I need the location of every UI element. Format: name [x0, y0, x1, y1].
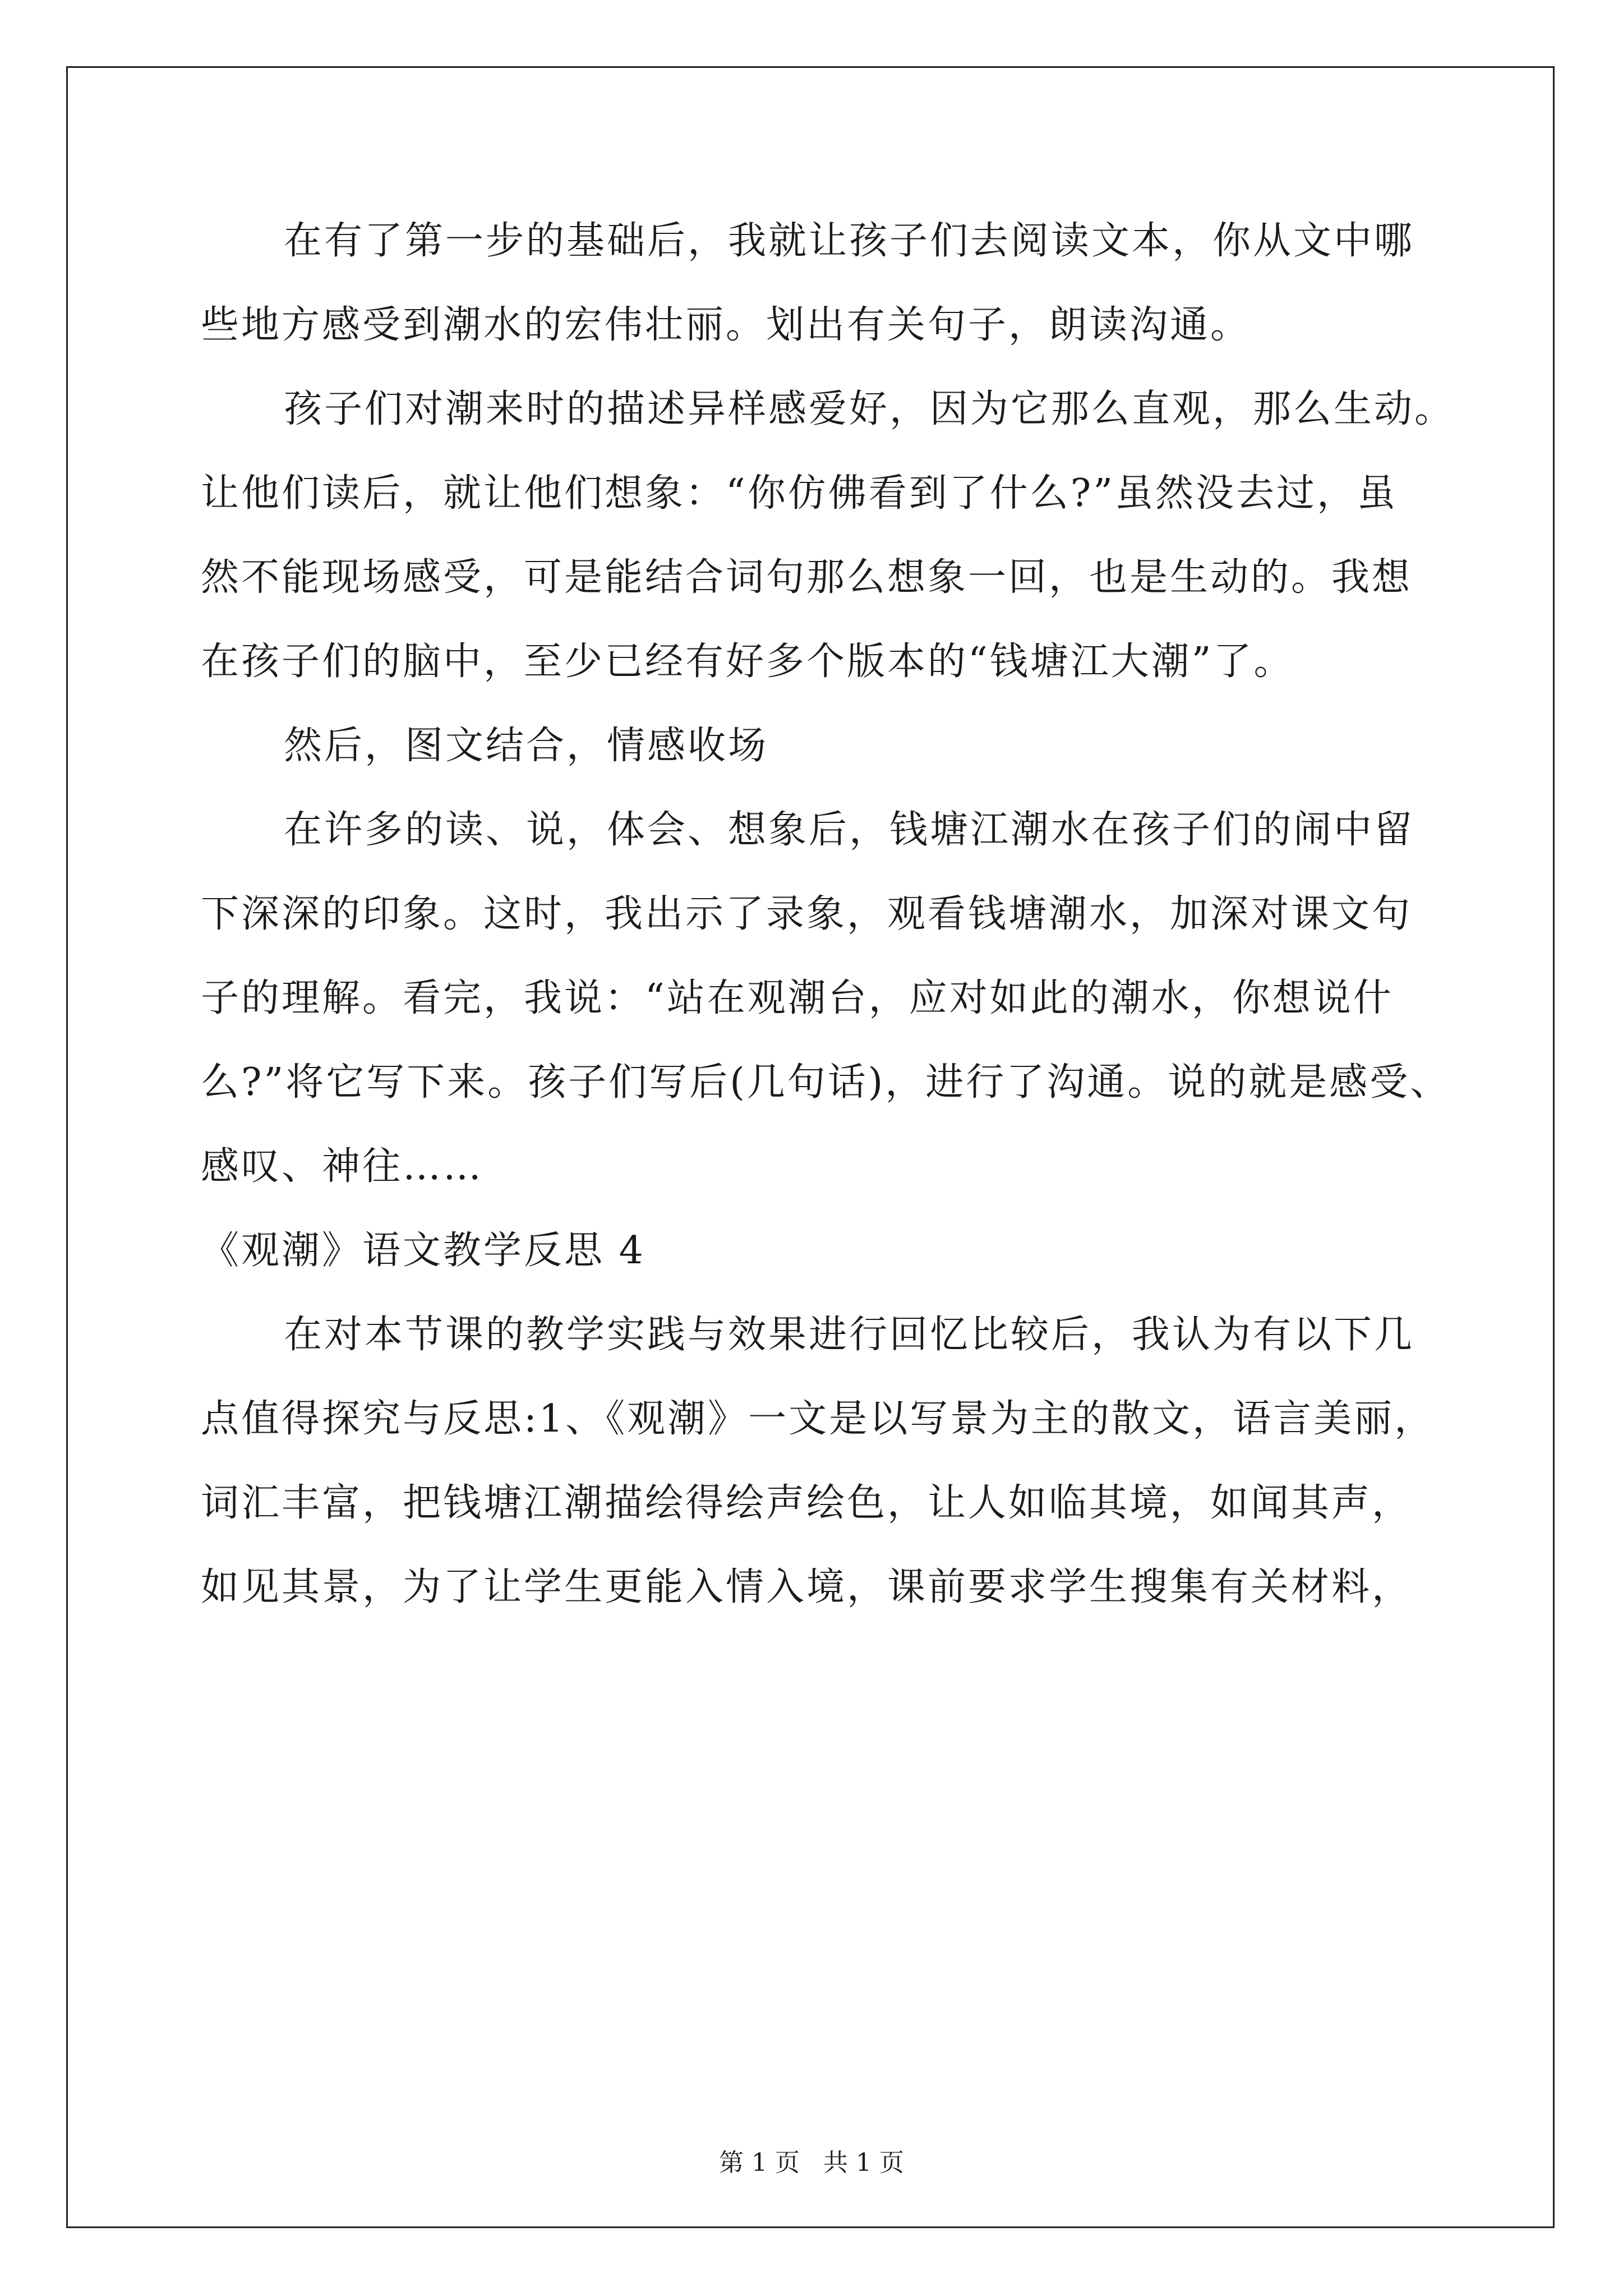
- paragraph-line: 让他们读后，就让他们想象：“你仿佛看到了什么?”虽然没去过，虽: [201, 471, 1398, 516]
- paragraph-line: 在孩子们的脑中，至少已经有好多个版本的“钱塘江大潮”了。: [201, 639, 1294, 684]
- paragraph-line: 子的理解。看完，我说：“站在观潮台，应对如此的潮水，你想说什: [201, 976, 1394, 1020]
- paragraph-line: 词汇丰富，把钱塘江潮描绘得绘声绘色，让人如临其境，如闻其声，: [201, 1481, 1413, 1525]
- paragraph-line: 在对本节课的教学实践与效果进行回忆比较后，我认为有以下几: [284, 1313, 1415, 1357]
- paragraph-line: 在有了第一步的基础后，我就让孩子们去阅读文本，你从文中哪: [284, 219, 1415, 263]
- paragraph-line: 下深深的印象。这时，我出示了录象，观看钱塘潮水，加深对课文句: [201, 892, 1413, 936]
- paragraph-line: 些地方感受到潮水的宏伟壮丽。划出有关句子，朗读沟通。: [201, 303, 1251, 347]
- paragraph-line: 感叹、神往……: [201, 1144, 484, 1189]
- paragraph-line: 孩子们对潮来时的描述异样感爱好，因为它那么直观，那么生动。: [284, 387, 1455, 431]
- paragraph-line: 然不能现场感受，可是能结合词句那么想象一回，也是生动的。我想: [201, 555, 1413, 600]
- section-heading: 《观潮》语文教学反思 4: [201, 1228, 645, 1273]
- paragraph-line: 如见其景，为了让学生更能入情入境，课前要求学生搜集有关材料，: [201, 1565, 1413, 1609]
- paragraph-line: 在许多的读、说，体会、想象后，钱塘江潮水在孩子们的闹中留: [284, 808, 1415, 852]
- page-footer: 第 1 页 共 1 页: [719, 2148, 904, 2177]
- paragraph-line: 点值得探究与反思:1、《观潮》一文是以写景为主的散文，语言美丽，: [201, 1397, 1435, 1441]
- paragraph-line: 么?”将它写下来。孩子们写后(几句话)，进行了沟通。说的就是感受、: [201, 1060, 1451, 1105]
- section-subheading: 然后，图文结合，情感收场: [284, 724, 769, 768]
